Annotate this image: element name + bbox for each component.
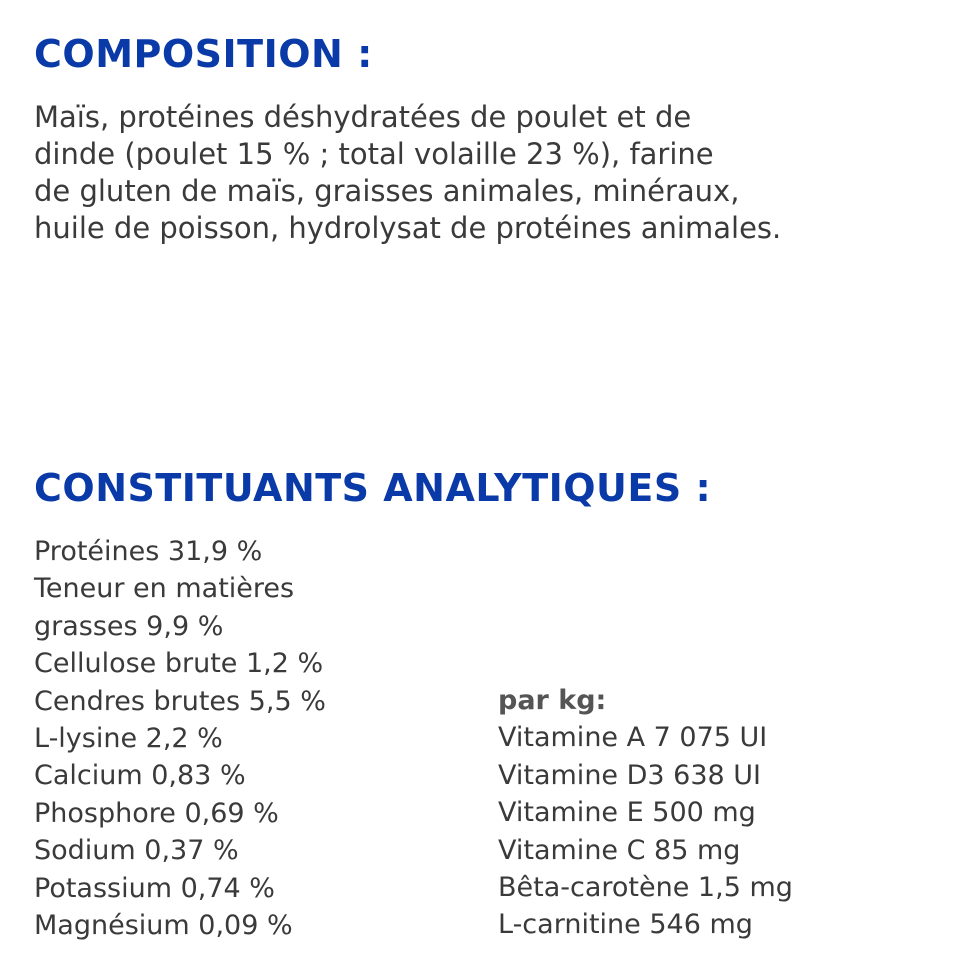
per-kg-label: par kg: [498,685,607,716]
vitamin-item: Vitamine A 7 075 UI [498,722,768,754]
vitamin-item: Bêta-carotène 1,5 mg [498,872,793,904]
composition-heading: COMPOSITION : [34,32,373,76]
constituent-item: Cellulose brute 1,2 % [34,648,324,680]
composition-line: de gluten de maïs, graisses animales, minéraux, [34,174,740,208]
constituent-item: grasses 9,9 % [34,610,224,642]
vitamins-list [498,682,793,944]
composition-line: Maïs, protéines déshydratées de poulet et de [34,100,692,134]
composition-line: dinde (poulet 15 % ; total volaille 23 %), farine [34,137,714,171]
composition-line: huile de poisson, hydrolysat de protéines animales. [34,211,782,245]
analytical-constituents-list [34,533,326,944]
vitamin-item: Vitamine E 500 mg [498,797,756,829]
composition-text [34,99,954,247]
constituent-item: Teneur en matières [34,573,295,605]
vitamin-item: Vitamine C 85 mg [498,834,741,866]
constituent-item: Potassium 0,74 % [34,872,275,904]
constituent-item: Sodium 0,37 % [34,835,239,867]
analytical-constituents-heading: CONSTITUANTS ANALYTIQUES : [34,466,712,510]
constituent-item: Cendres brutes 5,5 % [34,685,326,717]
constituent-item: Phosphore 0,69 % [34,797,279,829]
constituent-item: Protéines 31,9 % [34,536,263,567]
constituent-item: Calcium 0,83 % [34,760,246,792]
constituent-item: Magnésium 0,09 % [34,910,293,942]
vitamin-item: Vitamine D3 638 UI [498,759,762,791]
vitamin-item: L-carnitine 546 mg [498,909,753,941]
constituent-item: L-lysine 2,2 % [34,723,223,755]
